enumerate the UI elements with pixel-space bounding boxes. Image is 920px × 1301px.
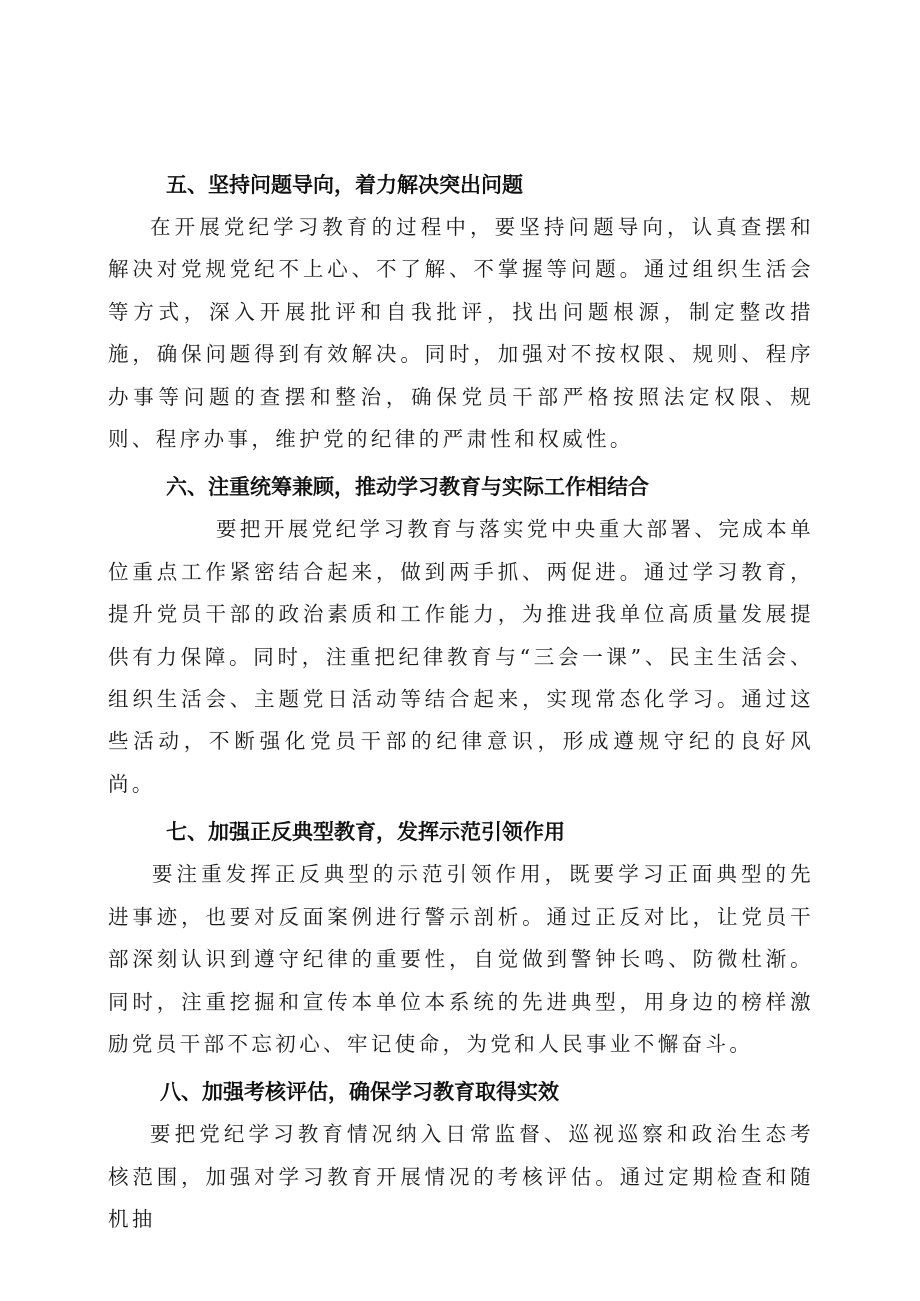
section-heading: 七、加强正反典型教育，发挥示范引领作用 [166, 820, 565, 845]
section-heading: 五、坚持问题导向，着力解决突出问题 [166, 173, 523, 197]
section-6 [108, 466, 814, 805]
document-body [108, 164, 814, 1247]
section-paragraph: 要注重发挥正反典型的示范引领作用，既要学习正面典型的先进事迹，也要对反面案例进行警示剖析。通过正反对比，让党员干部深刻认识到遵守纪律的重要性，自觉做到警钟长鸣、防微杜渐。同时，注重挖掘和宣传本单位本系统的先进典型，用身边的榜样激励党员干部不忘初心、牢记使命，为党和人民事业不懈奋斗。 [108, 862, 814, 1056]
section-7 [108, 811, 814, 1065]
section-8 [108, 1071, 814, 1240]
section-heading: 八、加强考核评估，确保学习教育取得实效 [160, 1080, 559, 1105]
section-paragraph: 要把开展党纪学习教育与落实党中央重大部署、完成本单位重点工作紧密结合起来，做到两手抓、两促进。通过学习教育，提升党员干部的政治素质和工作能力，为推进我单位高质量发展提供有力保障。同时，注重把纪律教育与“三会一课”、民主生活会、组织生活会、主题党日活动等结合起来，实现常态化学习。通过这些活动，不断强化党员干部的纪律意识，形成遵规守纪的良好风尚。 [108, 517, 814, 796]
section-heading: 六、注重统筹兼顾，推动学习教育与实际工作相结合 [166, 475, 649, 500]
section-paragraph: 在开展党纪学习教育的过程中，要坚持问题导向，认真查摆和解决对党规党纪不上心、不了解、不掌握等问题。通过组织生活会等方式，深入开展批评和自我批评，找出问题根源，制定整改措施，确保问题得到有效解决。同时，加强对不按权限、规则、程序办事等问题的查摆和整治，确保党员干部严格按照法定权限、规则、程序办事，维护党的纪律的严肃性和权威性。 [108, 215, 814, 452]
section-paragraph: 要把党纪学习教育情况纳入日常监督、巡视巡察和政治生态考核范围，加强对学习教育开展情况的考核评估。通过定期检查和随机抽 [108, 1122, 814, 1232]
section-5 [108, 164, 814, 460]
